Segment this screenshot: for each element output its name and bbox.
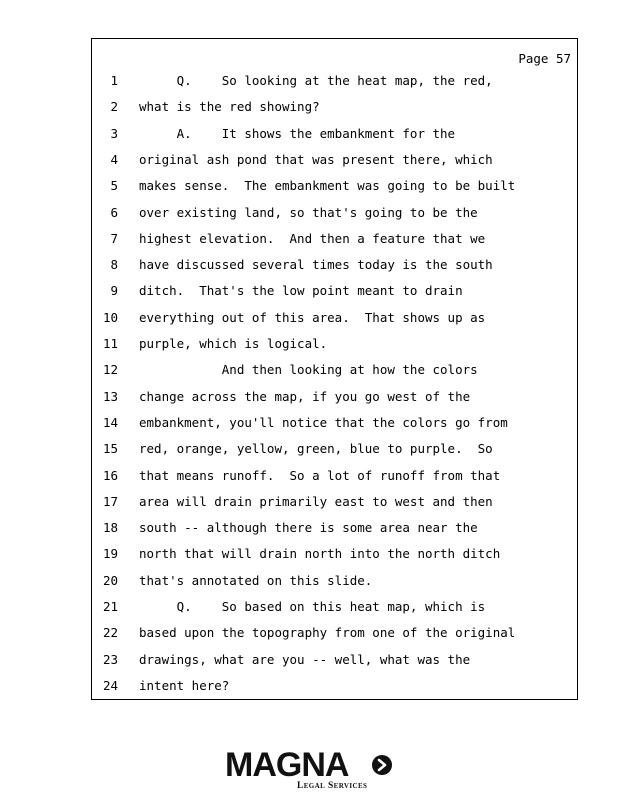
transcript-line [92,415,577,435]
line-text: embankment, you'll notice that the colors go from [139,414,508,430]
line-text: everything out of this area. That shows up as [139,309,486,325]
line-number: 12 [102,362,118,378]
line-number: 14 [102,414,118,430]
line-text: purple, which is logical. [139,336,328,351]
line-number: 2 [110,99,118,115]
transcript-line [92,362,577,382]
line-text: area will drain primarily east to west and then [139,493,493,509]
line-text: Q. So based on this heat map, which is [139,599,486,614]
line-number: 15 [102,441,118,457]
line-text: have discussed several times today is the south [139,257,493,273]
line-text: that's annotated on this slide. [139,572,373,588]
line-text: makes sense. The embankment was going to be built [139,178,516,194]
line-text: intent here? [139,677,230,693]
transcript-line [92,126,577,146]
line-text: based upon the topography from one of the original [139,625,516,641]
transcript-line [92,625,577,645]
line-number: 20 [102,572,118,588]
line-number: 1 [110,73,118,88]
line-text: A. It shows the embankment for the [139,125,456,141]
transcript-line [92,73,577,93]
line-text: south -- although there is some area near the [139,520,478,536]
line-text: original ash pond that was present there, which [139,151,493,167]
page-number: Page 57 [518,51,571,66]
line-number: 18 [102,520,118,536]
transcript-line [92,310,577,330]
line-number: 17 [102,493,118,509]
transcript-line [92,494,577,514]
transcript-line [92,152,577,172]
magna-logo [225,748,395,793]
logo-subtitle: Legal Services [297,781,368,791]
transcript-line [92,678,577,698]
line-number: 22 [102,625,118,641]
line-number: 5 [110,178,118,194]
transcript-line [92,468,577,488]
transcript-lines [92,39,577,699]
line-number: 13 [102,388,118,404]
transcript-line [92,205,577,225]
line-text: highest elevation. And then a feature that we [139,230,486,246]
line-number: 24 [102,677,118,693]
transcript-line [92,573,577,593]
line-text: north that will drain north into the north ditch [139,546,501,562]
transcript-line [92,389,577,409]
line-number: 8 [110,257,118,273]
line-text: drawings, what are you -- well, what was the [139,651,471,667]
line-text: red, orange, yellow, green, blue to purple. So [139,441,493,457]
transcript-line [92,599,577,619]
transcript-line [92,520,577,540]
transcript-line [92,257,577,277]
line-number: 7 [110,230,118,246]
line-text: over existing land, so that's going to be the [139,204,478,220]
line-number: 21 [102,599,118,614]
transcript-line [92,336,577,356]
transcript-line [92,283,577,303]
transcript-page [91,38,578,700]
transcript-line [92,546,577,566]
chevron-right-circle-icon [371,754,393,776]
line-number: 3 [110,125,118,141]
transcript-line [92,99,577,119]
line-number: 6 [110,204,118,220]
line-text: Q. So looking at the heat map, the red, [139,73,493,88]
transcript-line [92,231,577,251]
line-number: 9 [110,283,118,299]
transcript-line [92,652,577,672]
line-text: change across the map, if you go west of the [139,388,471,404]
transcript-line [92,178,577,198]
line-text: what is the red showing? [139,99,320,115]
transcript-line [92,441,577,461]
line-text: And then looking at how the colors [139,362,478,378]
line-text: ditch. That's the low point meant to drain [139,283,463,299]
line-text: that means runoff. So a lot of runoff from that [139,467,501,483]
logo-wordmark: MAGNA [225,746,349,784]
line-number: 19 [102,546,118,562]
line-number: 4 [110,151,118,167]
line-number: 10 [102,309,118,325]
line-number: 11 [102,336,118,351]
line-number: 16 [102,467,118,483]
line-number: 23 [102,651,118,667]
